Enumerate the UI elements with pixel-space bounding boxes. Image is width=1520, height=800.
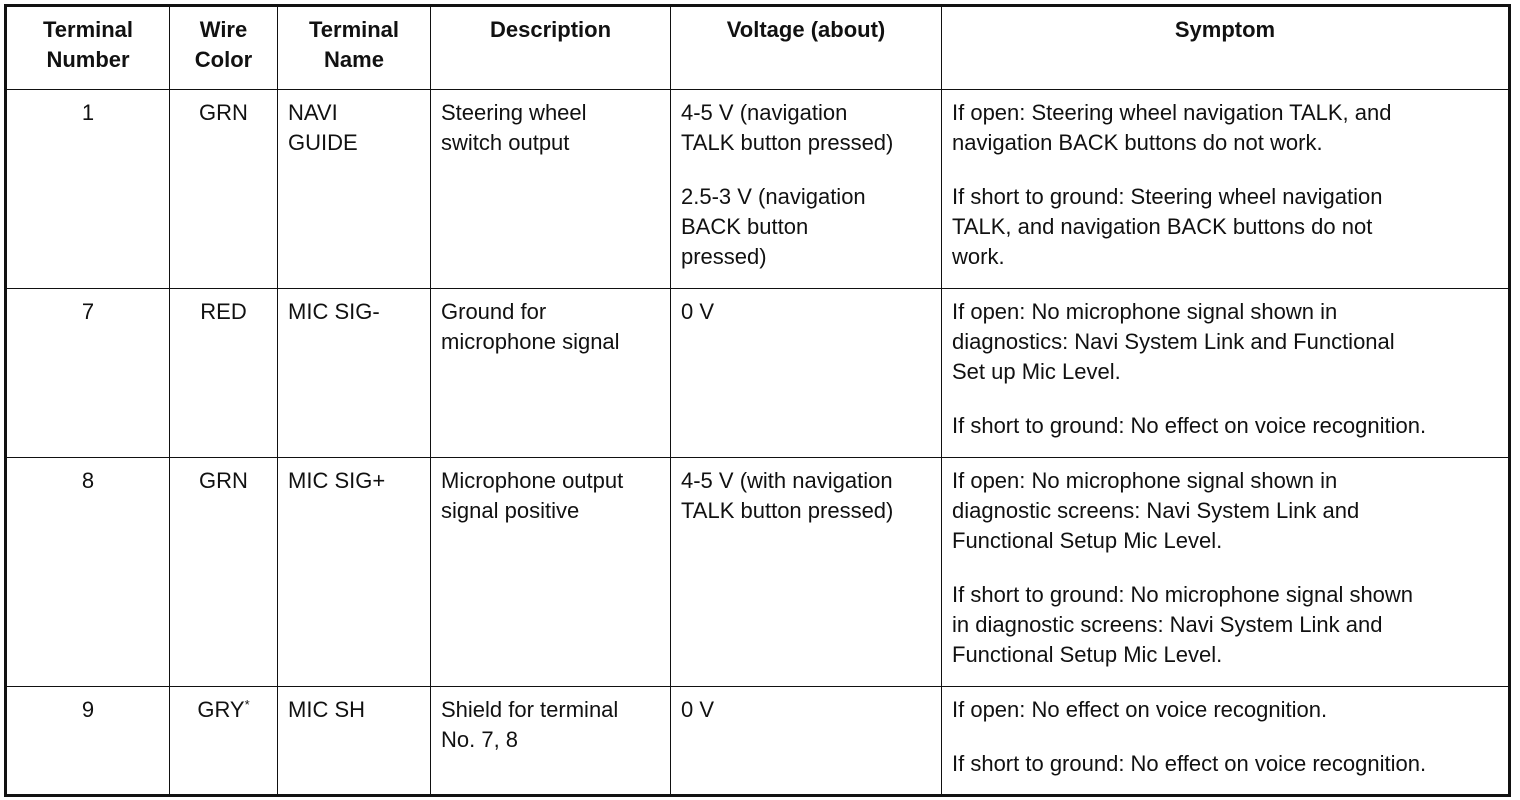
description-line: signal positive (441, 498, 580, 523)
symptom-line: If open: No microphone signal shown in (952, 468, 1338, 493)
voltage-paragraph (681, 98, 931, 158)
voltage-paragraph (681, 695, 931, 725)
voltage-line: BACK button (681, 214, 809, 239)
description-line: No. 7, 8 (441, 727, 519, 752)
table-row (6, 687, 1510, 796)
symptom-line: If open: No microphone signal shown in (952, 299, 1338, 324)
terminal-name-line: MIC SIG+ (288, 468, 386, 493)
symptom-line: diagnostics: Navi System Link and Functional (952, 329, 1395, 354)
voltage-paragraph (681, 297, 931, 327)
wire-color-cell (170, 687, 278, 796)
symptom-paragraph (952, 411, 1498, 441)
symptom-line: If open: No effect on voice recognition. (952, 697, 1328, 722)
symptom-paragraph (952, 466, 1498, 556)
header-row (6, 6, 1510, 90)
header-terminal-number-line: Terminal (42, 17, 134, 42)
wire-color-cell (170, 458, 278, 687)
header-terminal-number-line: Number (46, 47, 130, 72)
symptom-line: If open: Steering wheel navigation TALK, and (952, 100, 1392, 125)
description-cell (431, 289, 671, 458)
symptom-line: navigation BACK buttons do not work. (952, 130, 1323, 155)
footnote-mark: * (244, 697, 250, 712)
voltage-line: 0 V (681, 697, 715, 722)
terminal-number-cell: 7 (6, 289, 170, 458)
description-line: switch output (441, 130, 570, 155)
voltage-paragraph (681, 182, 931, 272)
header-description-line: Description (489, 17, 612, 42)
description-line: microphone signal (441, 329, 620, 354)
terminal-name-cell (278, 90, 431, 289)
wire-color-cell (170, 90, 278, 289)
symptom-cell (942, 289, 1510, 458)
voltage-line: 4-5 V (with navigation (681, 468, 893, 493)
terminal-name-cell (278, 458, 431, 687)
table-row (6, 289, 1510, 458)
terminal-number-cell: 9 (6, 687, 170, 796)
header-symptom (942, 6, 1510, 90)
symptom-paragraph (952, 695, 1498, 725)
table-row (6, 458, 1510, 687)
header-terminal-name (278, 6, 431, 90)
voltage-cell (671, 289, 942, 458)
voltage-line: TALK button pressed) (681, 130, 894, 155)
symptom-line: in diagnostic screens: Navi System Link and (952, 612, 1383, 637)
header-voltage (671, 6, 942, 90)
symptom-paragraph (952, 297, 1498, 387)
symptom-cell (942, 458, 1510, 687)
header-description (431, 6, 671, 90)
voltage-cell (671, 458, 942, 687)
symptom-paragraph (952, 182, 1498, 272)
symptom-line: Set up Mic Level. (952, 359, 1121, 384)
header-terminal-name-line: Name (324, 47, 384, 72)
terminal-number-cell: 8 (6, 458, 170, 687)
symptom-line: If short to ground: Steering wheel navigation (952, 184, 1383, 209)
terminal-name-line: GUIDE (288, 130, 358, 155)
terminal-name-cell (278, 289, 431, 458)
header-wire-color-line: Color (194, 47, 253, 72)
description-cell (431, 90, 671, 289)
wire-color-cell (170, 289, 278, 458)
wire-color-value: GRY (197, 697, 245, 722)
header-voltage-line: Voltage (about) (726, 17, 886, 42)
description-line: Shield for terminal (441, 697, 619, 722)
symptom-cell (942, 687, 1510, 796)
symptom-paragraph (952, 580, 1498, 670)
description-line: Ground for (441, 299, 547, 324)
description-line: Steering wheel (441, 100, 587, 125)
voltage-cell (671, 687, 942, 796)
symptom-line: work. (952, 244, 1005, 269)
symptom-paragraph (952, 98, 1498, 158)
wire-color-value: RED (200, 299, 247, 324)
terminal-number-cell: 1 (6, 90, 170, 289)
symptom-line: diagnostic screens: Navi System Link and (952, 498, 1360, 523)
description-line: Microphone output (441, 468, 624, 493)
voltage-line: 2.5-3 V (navigation (681, 184, 866, 209)
description-cell (431, 687, 671, 796)
voltage-paragraph (681, 466, 931, 526)
terminal-spec-table (4, 4, 1511, 797)
symptom-line: Functional Setup Mic Level. (952, 528, 1223, 553)
wire-color-value: GRN (199, 468, 248, 493)
header-terminal-name-line: Terminal (308, 17, 400, 42)
header-wire-color-line: Wire (199, 17, 248, 42)
header-terminal-number (6, 6, 170, 90)
symptom-line: If short to ground: No effect on voice recognition. (952, 751, 1427, 776)
terminal-name-line: MIC SH (288, 697, 365, 722)
table-body (6, 90, 1510, 796)
table-header (6, 6, 1510, 90)
symptom-line: Functional Setup Mic Level. (952, 642, 1223, 667)
symptom-line: If short to ground: No microphone signal shown (952, 582, 1414, 607)
symptom-line: TALK, and navigation BACK buttons do not (952, 214, 1373, 239)
header-wire-color (170, 6, 278, 90)
voltage-cell (671, 90, 942, 289)
wire-color-value: GRN (199, 100, 248, 125)
header-symptom-line: Symptom (1174, 17, 1276, 42)
symptom-paragraph (952, 749, 1498, 779)
voltage-line: 4-5 V (navigation (681, 100, 848, 125)
voltage-line: TALK button pressed) (681, 498, 894, 523)
voltage-line: pressed) (681, 244, 767, 269)
description-cell (431, 458, 671, 687)
symptom-cell (942, 90, 1510, 289)
terminal-name-line: MIC SIG- (288, 299, 380, 324)
terminal-name-line: NAVI (288, 100, 338, 125)
voltage-line: 0 V (681, 299, 715, 324)
symptom-line: If short to ground: No effect on voice recognition. (952, 413, 1427, 438)
terminal-name-cell (278, 687, 431, 796)
table-row (6, 90, 1510, 289)
